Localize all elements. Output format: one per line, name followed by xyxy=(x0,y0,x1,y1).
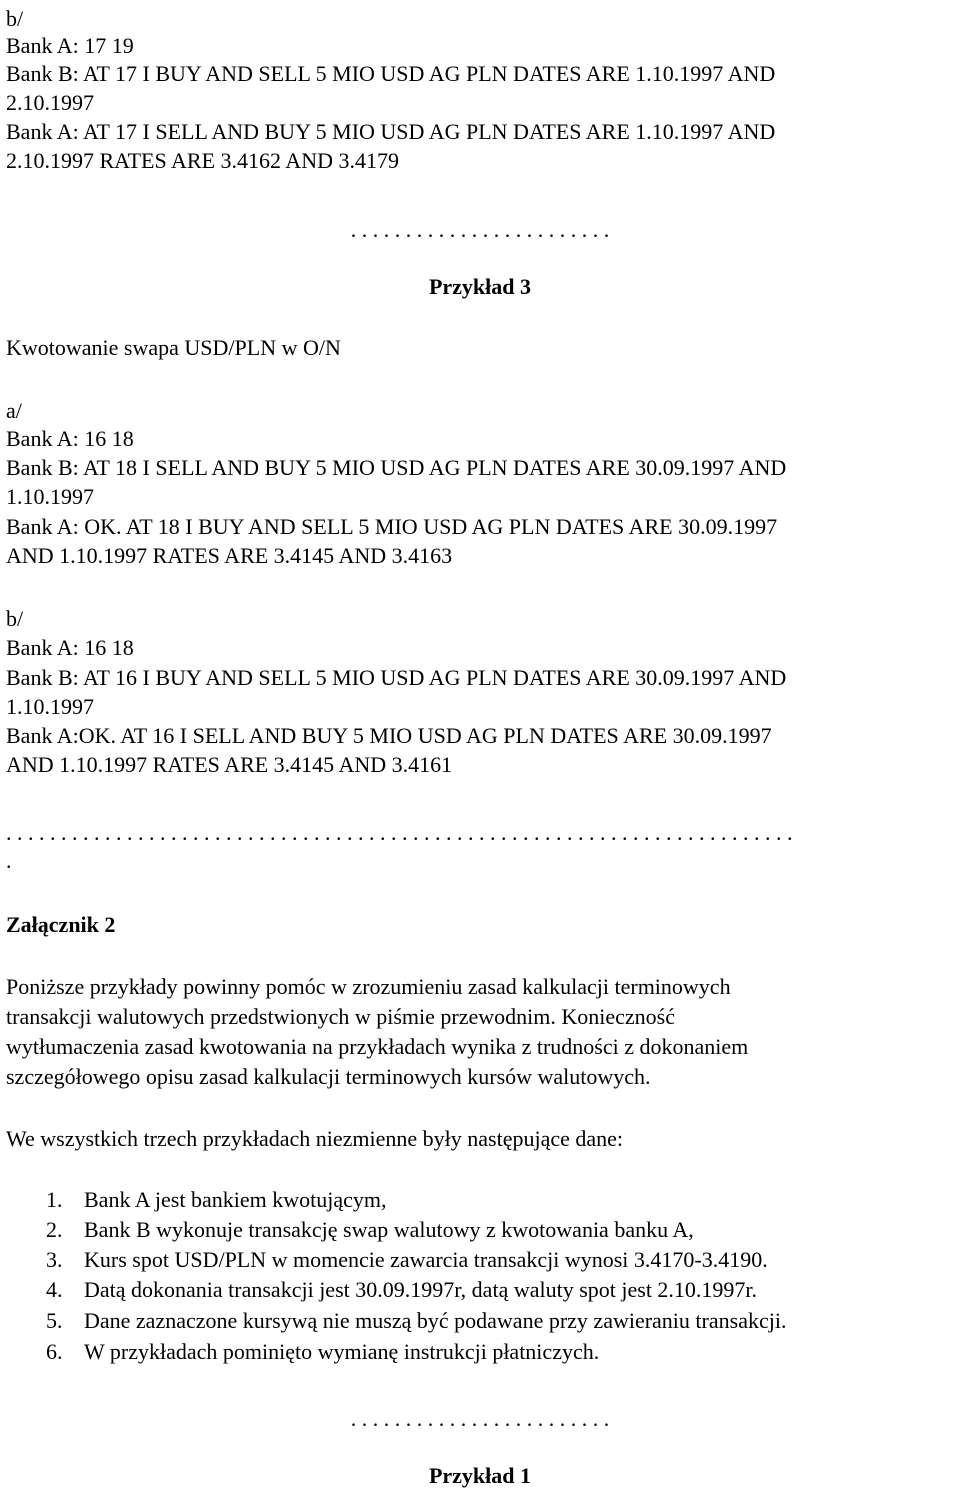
section-label-a: a/ xyxy=(6,398,22,423)
text-line: 2.10.1997 xyxy=(6,90,94,115)
list-item-text: Dane zaznaczone kursywą nie muszą być podawane przy zawieraniu transakcji. xyxy=(84,1308,787,1333)
paragraph-line: Poniższe przykłady powinny pomóc w zrozumieniu zasad kalkulacji terminowych xyxy=(6,974,731,999)
list-item-number: 4. xyxy=(46,1277,63,1302)
text-line: Bank A: 16 18 xyxy=(6,635,134,660)
text-line: AND 1.10.1997 RATES ARE 3.4145 AND 3.4161 xyxy=(6,752,453,777)
list-item-number: 3. xyxy=(46,1247,63,1272)
list-item-text: Bank B wykonuje transakcję swap walutowy z kwotowania banku A, xyxy=(84,1217,694,1242)
text-line: Bank A: AT 17 I SELL AND BUY 5 MIO USD AG PLN DATES ARE 1.10.1997 AND xyxy=(6,119,776,144)
text-line: Bank B: AT 18 I SELL AND BUY 5 MIO USD AG PLN DATES ARE 30.09.1997 AND xyxy=(6,455,787,480)
text-line: Bank A: OK. AT 18 I BUY AND SELL 5 MIO USD AG PLN DATES ARE 30.09.1997 xyxy=(6,514,778,539)
dotted-separator: . . . . . . . . . . . . . . . . . . . . . . . . xyxy=(350,217,610,242)
list-item-number: 2. xyxy=(46,1217,63,1242)
example-heading: Przykład 3 xyxy=(428,274,532,299)
text-line: Bank B: AT 16 I BUY AND SELL 5 MIO USD AG PLN DATES ARE 30.09.1997 AND xyxy=(6,665,787,690)
list-item-text: Datą dokonania transakcji jest 30.09.1997r, datą waluty spot jest 2.10.1997r. xyxy=(84,1277,758,1302)
text-line: Bank A: 16 18 xyxy=(6,426,134,451)
paragraph-line: wytłumaczenia zasad kwotowania na przykładach wynika z trudności z dokonaniem xyxy=(6,1034,749,1059)
text-line: 1.10.1997 xyxy=(6,484,94,509)
text-line: Bank B: AT 17 I BUY AND SELL 5 MIO USD AG PLN DATES ARE 1.10.1997 AND xyxy=(6,61,776,86)
text-line: Bank A:OK. AT 16 I SELL AND BUY 5 MIO USD AG PLN DATES ARE 30.09.1997 xyxy=(6,723,772,748)
text-line: 1.10.1997 xyxy=(6,694,94,719)
list-item-number: 6. xyxy=(46,1339,63,1364)
list-item-text: Kurs spot USD/PLN w momencie zawarcia transakcji wynosi 3.4170-3.4190. xyxy=(84,1247,768,1272)
paragraph-line: szczegółowego opisu zasad kalkulacji terminowych kursów walutowych. xyxy=(6,1064,651,1089)
dotted-separator: . . . . . . . . . . . . . . . . . . . . . . . . xyxy=(350,1406,610,1431)
example-subtitle: Kwotowanie swapa USD/PLN w O/N xyxy=(6,335,341,360)
list-item-number: 1. xyxy=(46,1187,63,1212)
dotted-separator-tail: . xyxy=(6,848,12,873)
example-heading: Przykład 1 xyxy=(428,1463,532,1488)
annex-heading: Załącznik 2 xyxy=(6,912,116,937)
paragraph-line: transakcji walutowych przedstwionych w piśmie przewodnim. Konieczność xyxy=(6,1004,675,1029)
dotted-separator: . . . . . . . . . . . . . . . . . . . . . . . . . . . . . . . . . . . . . . . . . . . . . . . . . . . . . . . . . . . . . . . . . . . . . . . . xyxy=(6,820,793,845)
section-label-b: b/ xyxy=(6,606,24,631)
section-label-b: b/ xyxy=(6,6,24,31)
list-item-text: Bank A jest bankiem kwotującym, xyxy=(84,1187,387,1212)
list-item-text: W przykładach pominięto wymianę instrukcji płatniczych. xyxy=(84,1339,600,1364)
text-line: 2.10.1997 RATES ARE 3.4162 AND 3.4179 xyxy=(6,148,399,173)
paragraph-line: We wszystkich trzech przykładach niezmienne były następujące dane: xyxy=(6,1126,624,1151)
list-item-number: 5. xyxy=(46,1308,63,1333)
text-line: Bank A: 17 19 xyxy=(6,33,134,58)
text-line: AND 1.10.1997 RATES ARE 3.4145 AND 3.4163 xyxy=(6,543,453,568)
